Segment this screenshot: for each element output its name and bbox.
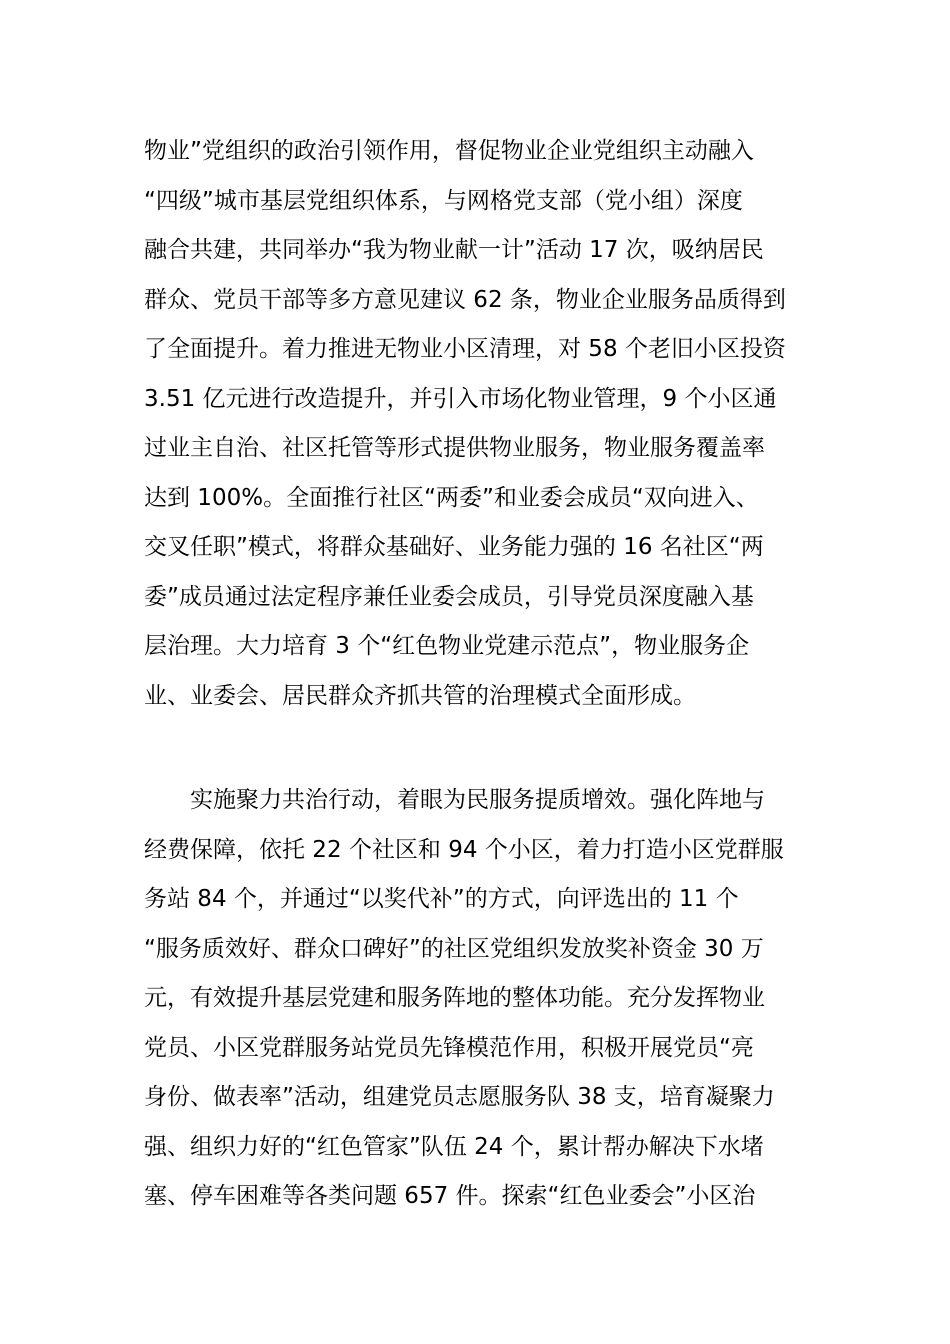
text-line: 达到 100%。全面推行社区“两委”和业委会成员“双向进入、 (144, 484, 759, 511)
text-line: 党员、小区党群服务站党员先锋模范作用，积极开展党员“亮 (144, 1034, 754, 1061)
text-line: 了全面提升。着力推进无物业小区清理，对 58 个老旧小区投资 (144, 336, 786, 362)
text-line: 实施聚力共治行动，着眼为民服务提质增效。强化阵地与 (190, 787, 765, 813)
text-line: 群众、党员干部等多方意见建议 62 条，物业企业服务品质得到 (144, 286, 786, 313)
text-line: 层治理。大力培育 3 个“红色物业党建示范点”，物业服务企 (144, 633, 750, 659)
text-line: 塞、停车困难等各类问题 657 件。探索“红色业委会”小区治 (144, 1183, 756, 1209)
text-line: 委”成员通过法定程序兼任业委会成员，引导党员深度融入基 (144, 583, 754, 610)
text-line: 业、业委会、居民群众齐抓共管的治理模式全面形成。 (144, 682, 696, 709)
paragraph-joint-governance (144, 776, 824, 1222)
text-line: “服务质效好、群众口碑好”的社区党组织发放奖补资金 30 万 (144, 935, 764, 962)
text-line: 交叉任职”模式，将群众基础好、业务能力强的 16 名社区“两 (144, 534, 764, 560)
text-line: 身份、做表率”活动，组建党员志愿服务队 38 支，培育凝聚力 (144, 1084, 775, 1110)
text-line: 经费保障，依托 22 个社区和 94 个小区，着力打造小区党群服 (144, 836, 784, 863)
paragraph-red-property (144, 127, 824, 721)
text-line: 物业”党组织的政治引领作用，督促物业企业党组织主动融入 (144, 138, 754, 164)
text-line: 3.51 亿元进行改造提升，并引入市场化物业管理，9 个小区通 (144, 385, 777, 412)
text-line: “四级”城市基层党组织体系，与网格党支部（党小组）深度 (144, 187, 743, 214)
text-line: 元，有效提升基层党建和服务阵地的整体功能。充分发挥物业 (144, 985, 765, 1011)
text-line: 融合共建，共同举办“我为物业献一计”活动 17 次，吸纳居民 (144, 237, 764, 263)
text-line: 强、组织力好的“红色管家”队伍 24 个，累计帮办解决下水堵 (144, 1133, 764, 1160)
text-line: 过业主自治、社区托管等形式提供物业服务，物业服务覆盖率 (144, 435, 765, 461)
text-line: 务站 84 个，并通过“以奖代补”的方式，向评选出的 11 个 (144, 886, 739, 912)
